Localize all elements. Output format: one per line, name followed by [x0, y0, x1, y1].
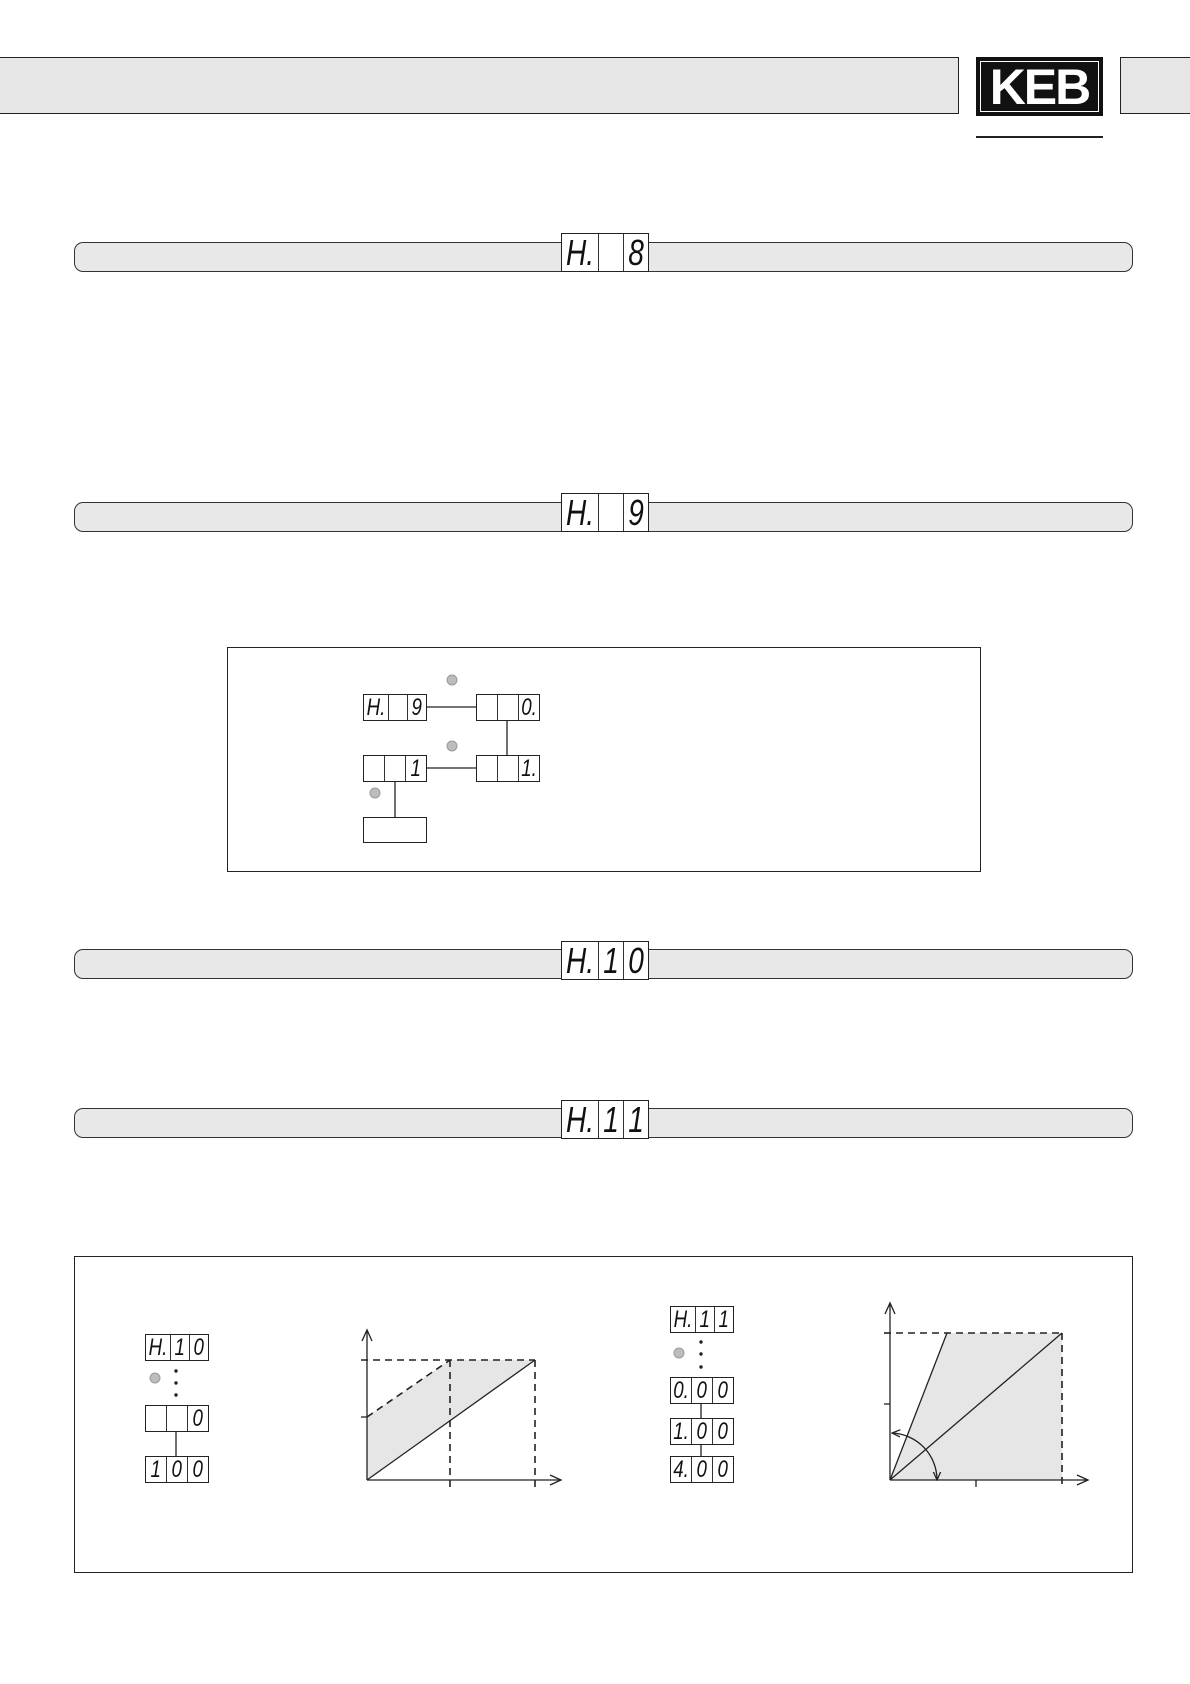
display-cell — [187, 1457, 208, 1482]
header-page-tab — [1120, 57, 1190, 114]
display-cell — [562, 491, 598, 533]
display-cell — [598, 939, 623, 981]
display-cell — [598, 234, 623, 271]
display-cell — [671, 1457, 691, 1482]
logo-text: KEB — [989, 58, 1090, 115]
section-code-h10 — [561, 941, 649, 980]
section-code-h11 — [561, 1100, 649, 1139]
display-char: 9 — [411, 693, 423, 721]
display-cell — [407, 695, 426, 720]
display-cell — [562, 939, 598, 981]
display-cell — [671, 1419, 691, 1444]
display-cell — [187, 1406, 208, 1431]
display-cell — [623, 491, 648, 533]
display-char: 0. — [673, 1376, 689, 1404]
display-cell — [477, 695, 497, 720]
display-char: H. — [565, 1098, 595, 1140]
display-cell — [714, 1307, 733, 1332]
display-cell — [166, 1406, 187, 1431]
display-cell — [146, 1406, 166, 1431]
display-char: 1. — [521, 754, 537, 782]
display-cell — [364, 756, 384, 781]
graph-h10 — [361, 1330, 561, 1488]
led-blink-icon — [370, 788, 380, 798]
display-char: 0 — [696, 1455, 708, 1483]
display-char: H. — [148, 1333, 168, 1361]
h9-diagram-lines — [228, 648, 982, 873]
display-value-1-set — [476, 755, 540, 782]
display-h10-value-0 — [145, 1405, 209, 1432]
display-cell — [562, 231, 598, 273]
display-result-blank — [363, 817, 427, 843]
display-char: 0 — [193, 1333, 205, 1361]
logo-underline — [976, 136, 1103, 138]
display-cell — [497, 695, 518, 720]
ellipsis-dot — [174, 1393, 177, 1396]
display-char: 0 — [717, 1455, 729, 1483]
display-cell — [691, 1378, 712, 1403]
ellipsis-dot — [699, 1340, 702, 1343]
display-cell — [695, 1307, 714, 1332]
display-char: 0 — [717, 1376, 729, 1404]
display-value-1 — [363, 755, 427, 782]
graph-h11 — [884, 1303, 1088, 1488]
display-cell — [388, 695, 407, 720]
display-cell — [405, 756, 426, 781]
display-cell — [146, 1457, 166, 1482]
led-blink-icon — [674, 1348, 684, 1358]
display-char: 1 — [603, 1098, 619, 1140]
display-cell — [170, 1335, 189, 1360]
led-blink-icon — [150, 1373, 160, 1383]
display-cell — [598, 1098, 623, 1140]
led-blink-icon — [447, 675, 457, 685]
ellipsis-dot — [699, 1352, 702, 1355]
display-value-0 — [476, 694, 540, 721]
display-char: 0 — [192, 1404, 204, 1432]
display-cell — [712, 1378, 733, 1403]
display-char: 1 — [174, 1333, 186, 1361]
section-code-h9 — [561, 493, 649, 532]
display-char: 1 — [628, 1098, 644, 1140]
display-char: 4. — [673, 1455, 689, 1483]
display-h11-value-100 — [670, 1418, 734, 1445]
display-h11-value-000 — [670, 1377, 734, 1404]
display-cell — [518, 695, 539, 720]
display-char: H. — [565, 231, 595, 273]
display-h11 — [670, 1306, 734, 1333]
h10-h11-diagram-graphics — [75, 1257, 1134, 1574]
display-cell — [671, 1307, 695, 1332]
display-char: H. — [565, 939, 595, 981]
display-cell — [189, 1335, 208, 1360]
section-code-h8 — [561, 233, 649, 272]
display-char: 0 — [192, 1455, 204, 1483]
display-char: 0. — [521, 693, 537, 721]
display-char: H. — [565, 491, 595, 533]
display-cell — [623, 231, 648, 273]
display-cell — [712, 1457, 733, 1482]
display-cell — [671, 1378, 691, 1403]
display-cell — [477, 756, 497, 781]
h10-h11-diagram-frame — [74, 1256, 1133, 1573]
display-cell — [598, 494, 623, 531]
ellipsis-dot — [174, 1381, 177, 1384]
display-char: 1 — [150, 1455, 162, 1483]
display-char: 1 — [699, 1305, 711, 1333]
display-cell — [518, 756, 539, 781]
display-char: 0 — [696, 1417, 708, 1445]
display-cell — [384, 756, 405, 781]
led-blink-icon — [447, 741, 457, 751]
display-char: 0 — [696, 1376, 708, 1404]
display-char: 0 — [717, 1417, 729, 1445]
display-cell — [562, 1098, 598, 1140]
display-h10 — [145, 1334, 209, 1361]
display-char: H. — [673, 1305, 693, 1333]
display-cell — [691, 1419, 712, 1444]
display-cell — [146, 1335, 170, 1360]
display-h10-value-100 — [145, 1456, 209, 1483]
header-band — [0, 57, 959, 114]
display-char: 1. — [673, 1417, 689, 1445]
display-cell — [623, 1098, 648, 1140]
display-cell — [623, 939, 648, 981]
display-char: 1 — [603, 939, 619, 981]
display-char: 0 — [628, 939, 644, 981]
ellipsis-dot — [174, 1369, 177, 1372]
display-cell — [497, 756, 518, 781]
display-char: 1 — [718, 1305, 730, 1333]
display-char: 1 — [410, 754, 422, 782]
h9-diagram-frame — [227, 647, 981, 872]
display-char: H. — [366, 693, 386, 721]
display-char: 0 — [171, 1455, 183, 1483]
display-h11-value-400 — [670, 1456, 734, 1483]
display-char: 8 — [628, 231, 644, 273]
display-char: 9 — [628, 491, 644, 533]
keb-logo — [976, 57, 1103, 116]
ellipsis-dot — [699, 1365, 702, 1368]
display-cell — [166, 1457, 187, 1482]
display-cell — [712, 1419, 733, 1444]
display-cell — [364, 695, 388, 720]
display-h9 — [363, 694, 427, 721]
display-cell — [691, 1457, 712, 1482]
